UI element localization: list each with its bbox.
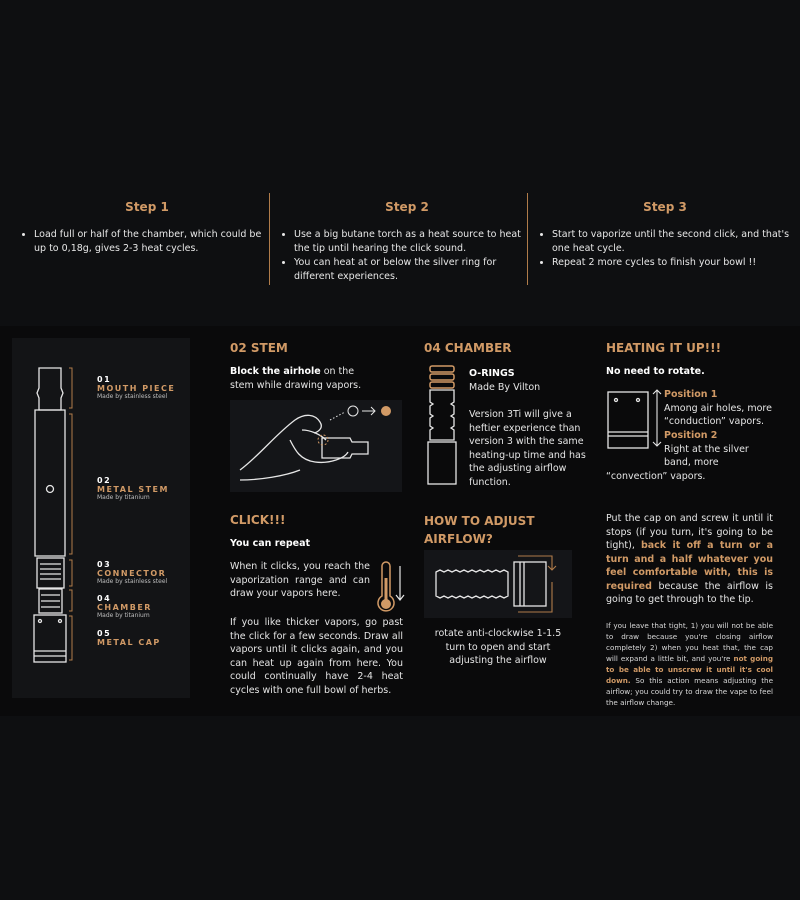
step-3-title: Step 3 [643,200,687,214]
part-metal-stem: 02 METAL STEM Made by titanium [97,476,169,501]
orings-title: O-RINGS [469,368,515,379]
chamber-orings-icon [424,362,464,488]
step-2-bullet-2: • You can heat at or below the silver ring for different experiences. [294,256,532,284]
cap-note-a: If you leave that tight, 1) you will not be able to draw because you're closing airflow completely 2) when you heat that, the cap will expand a little bit, and you're [606,621,773,663]
click-title: CLICK!!! [230,513,286,527]
stem-bold: Block the airhole [230,366,321,377]
position-1-title: Position 1 [664,389,718,400]
position-2-text-b: “convection” vapors. [606,471,706,482]
step-1-bullet-1: • Load full or half of the chamber, which could be up to 0,18g, gives 2-3 heat cycles. [34,228,272,256]
cap-instruction-a: Put the cap on and screw it until it stops (if you turn, it's going to be tight), [606,513,773,551]
stem-rest: on the stem while drawing vapors. [230,366,362,391]
airflow-title-line-1: HOW TO ADJUST [424,514,535,528]
cap-note-c: So this action means adjusting the airflow; you could try to draw the vape to feel the airflow change. [606,676,773,707]
cap-note-b: not going to be able to unscrew it until it's cool down. [606,654,773,685]
step-3 [540,200,790,270]
orings-sub: Made By Vilton [469,382,541,393]
click-paragraph-1: When it clicks, you reach the vaporization range and can draw your vapors here. [230,561,370,599]
step-2 [282,200,532,284]
airflow-rotate-icon [424,550,572,618]
cap-note [606,620,773,708]
part-metal-cap: 05 METAL CAP [97,629,161,647]
airflow-text: rotate anti-clockwise 1-1.5 turn to open and start adjusting the airflow [434,628,562,666]
step-2-title: Step 2 [385,200,429,214]
heating-title: HEATING IT UP!!! [606,341,722,355]
part-mouth-piece: 01 MOUTH PIECE Made by stainless steel [97,375,176,400]
cap-instruction-b: back it off a turn or a turn and a half whatever you feel comfortable with, this is required [606,540,774,592]
chamber-text: Version 3Ti will give a heftier experience than version 3 with the same heating-up time and has the adjusting airflow function. [469,409,586,488]
position-1-text: Among air holes, more “conduction” vapors. [664,402,772,427]
click-subtitle: You can repeat [230,538,311,549]
chamber-title: 04 CHAMBER [424,341,512,355]
step-3-bullet-1: • Start to vaporize until the second click, and that's one heat cycle. [552,228,790,256]
hand-holding-stem-icon [230,400,402,492]
stem-title: 02 STEM [230,341,288,355]
position-2-text: Right at the silver band, more [664,443,749,468]
step-1-title: Step 1 [125,200,169,214]
thermometer-icon [374,560,408,616]
cap-instruction [606,512,773,607]
part-chamber: 04 CHAMBER Made by titanium [97,594,152,619]
position-2 [664,429,774,470]
airflow-title-line-2: AIRFLOW? [424,532,493,546]
cap-instruction-c: because the airflow is going to get through to the tip. [606,580,773,605]
position-1 [664,388,774,429]
stem-text [230,365,380,392]
click-paragraph-2: If you like thicker vapors, go past the click for a few seconds. Draw all vapors until it clicks again, and you can heat up again from here. You could continually have 2-4 heat cycles with one full bowl of herbs. [230,617,403,696]
cap-positions-icon [604,386,662,454]
step-2-bullet-1: • Use a big butane torch as a heat source to heat the tip until hearing the click sound. [294,228,532,256]
airflow-title [424,512,535,548]
step-1 [22,200,272,256]
divider-1 [269,193,270,285]
heating-subtitle: No need to rotate. [606,366,705,377]
part-connector: 03 CONNECTOR Made by stainless steel [97,560,168,585]
step-3-bullet-2: • Repeat 2 more cycles to finish your bowl !! [552,256,790,270]
position-2-title: Position 2 [664,430,718,441]
divider-2 [527,193,528,285]
